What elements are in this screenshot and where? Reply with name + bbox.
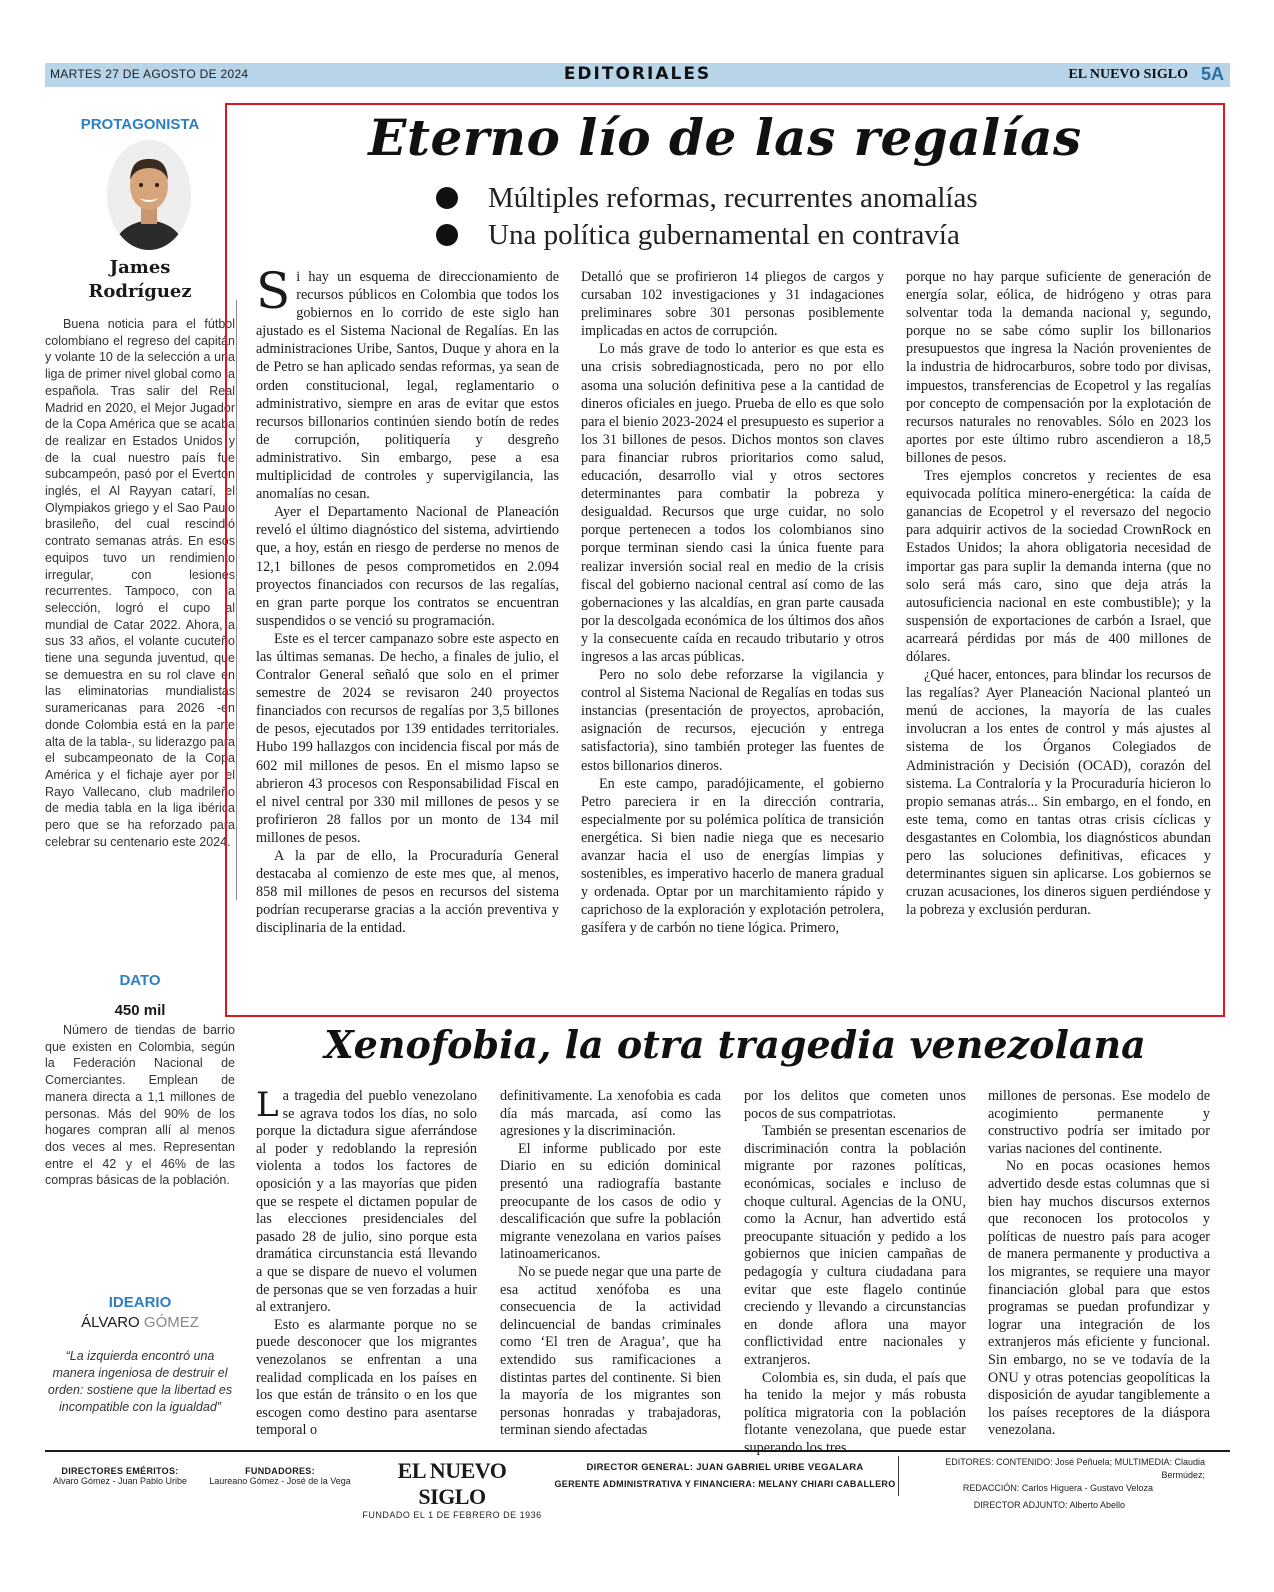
editorial-subtitle-2 — [436, 219, 960, 252]
section-title: EDITORIALES — [563, 64, 712, 84]
editorial1-column-3 — [906, 268, 1211, 919]
editorial2-column-3 — [744, 1088, 966, 1457]
footer-directores — [45, 1466, 195, 1486]
subtitle-text: Múltiples reformas, recurrentes anomalías — [488, 182, 978, 214]
ideario-quote: “La izquierda encontró una manera ingeniosa de destruir el orden: sostiene que la libertad es incompatible con la igualdad” — [47, 1349, 233, 1414]
paragraph — [256, 1085, 477, 1317]
paragraph: millones de personas. Ese modelo de acogimiento permanente y constructivo podría ser imitado por varias naciones del continente. — [988, 1088, 1210, 1157]
paragraph: Colombia es, sin duda, el país que ha tenido la mejor y más robusta política migratoria con la población flotante venezolana, que puede estar superando los tres — [744, 1369, 966, 1456]
footer-divider — [898, 1456, 899, 1496]
page-number: 5A — [1200, 64, 1224, 84]
name-first: James — [109, 257, 171, 278]
fundadores-names: Laureano Gómez - José de la Vega — [209, 1476, 351, 1486]
director-adjunto: DIRECTOR ADJUNTO: Alberto Abello — [973, 1500, 1125, 1510]
editorial2-column-1 — [256, 1085, 477, 1440]
paragraph: En este campo, paradójicamente, el gobierno Petro pareciera ir en la dirección contraria, especialmente por su polémica política de transición energética. Si bien nadie niega que es necesario avanzar hacia el uso de energías limpias y sostenibles, es imperativo hacerlo de manera gradual y ordenada. Optar por un marchitamiento rápido y caprichoso de la exploración y explotación petrolera, gasífera y de carbón no tiene lógica. Primero, — [581, 775, 884, 937]
paragraph: por los delitos que cometen unos pocos de sus compatriotas. — [744, 1088, 966, 1122]
paragraph: ¿Qué hacer, entonces, para blindar los recursos de las regalías? Ayer Planeación Nacional planteó un menú de acciones, la mayoría de las cuales involucran a los entes de control y más ajustes al sistema de los Órganos Colegiados de Administración y Decisión (OCAD), corazón del sistema. La Contraloría y la Procuraduría hicieron lo propio semanas atrás... Sin embargo, en el fondo, en este tema, como en tantas otras crisis cíclicas y desgastantes en Colombia, los diagnósticos abundan pero las soluciones definitivas, eficaces y determinantes siguen sin aplicarse. Los gobiernos se cruzan acusaciones, los dineros siguen perdiéndose y la pobreza y exclusión perduran. — [906, 667, 1211, 919]
dato-text — [45, 1022, 235, 1189]
avatar — [107, 140, 191, 250]
footer-masthead — [362, 1458, 542, 1520]
paragraph: definitivamente. La xenofobia es cada día más marcada, así como las agresiones y la discriminación. — [500, 1088, 721, 1140]
portrait-image — [107, 140, 191, 250]
paragraph-text: i hay un esquema de direccionamiento de recursos públicos en Colombia que todos los gobiernos en lo corrido de este siglo han ajustado es el Sistema Nacional de Regalías. En las administraciones Uribe, Santos, Duque y ahora en la de Petro se han aplicado sendas reformas, ya sean de orden constitucional, legal, reglamentario o administrativo, siempre en aras de evitar que estos recursos billonarios continúen siendo botín de redes de corrupción, politiquería y desgreño administrativo. Sin embargo, pese a esa multiplicidad de controles y supervigilancia, las anomalías no cesan. — [256, 269, 559, 503]
directores-names: Alvaro Gómez - Juan Pablo Uribe — [52, 1476, 188, 1486]
issue-date: MARTES 27 DE AGOSTO DE 2024 — [50, 67, 249, 81]
protagonista-paragraph: Buena noticia para el fútbol colombiano el regreso del capitán y volante 10 de la selección a una liga de primer nivel global como la española. Tras salir del Real Madrid en 2020, el Mejor Jugador de la Copa América que se acaba de realizar en Estados Unidos y de la cual nuestro país fue subcampeón, pasó por el Everton inglés, el Al Rayyan catarí, el Olympiakos griego y el Sao Paulo brasileño, del cual rescindió contrato semanas atrás. En esos equipos tuvo un rendimiento irregular, con lesiones recurrentes. Tampoco, con la selección, logró el cupo al mundial de Catar 2022. Ahora, a sus 33 años, el volante cucuteño tiene una segunda juventud, que se demuestra en su rol clave en las eliminatorias mundialistas suramericanas para 2026 -en donde Colombia está en la parte alta de la tabla-, su liderazgo para el subcampeonato de la Copa América y el fichaje ayer por el Rayo Vallecano, club madrileño de media tabla en la liga ibérica pero que se ha reforzado para celebrar su centenario este 2024. — [45, 317, 235, 849]
footer-rule — [45, 1450, 1230, 1452]
protagonista-name — [45, 256, 235, 304]
editorial2-column-2 — [500, 1088, 721, 1440]
author-last: GÓMEZ — [143, 1314, 199, 1331]
footer-logo: EL NUEVO SIGLO — [397, 1458, 507, 1509]
director-general: DIRECTOR GENERAL: JUAN GABRIEL URIBE VEGALARA — [586, 1462, 864, 1473]
paragraph: El informe publicado por este Diario en su edición dominical presentó una radiografía bastante preocupante de los casos de odio y descalificación que sufre la población migrante venezolana en varios países latinoamericanos. — [500, 1140, 721, 1263]
newspaper-name: EL NUEVO SIGLO — [1068, 67, 1188, 82]
paragraph: Ayer el Departamento Nacional de Planeación reveló el último diagnóstico del sistema, advirtiendo que, a hoy, están en riesgo de perderse no menos de 12,1 billones de pesos comprometidos en 2.094 proyectos financiados con recursos de las regalías, en gran parte porque los contratos se encuentran suspendidos o se venció su programación. — [256, 504, 559, 629]
paragraph: Este es el tercer campanazo sobre este aspecto en las últimas semanas. De hecho, a finales de julio, el Contralor General señaló que solo en el primer semestre de 2024 se revisaron 240 proyectos financiados con recursos de regalías por 3,5 billones de pesos, ejecutados por 139 entidades territoriales. Hubo 199 hallazgos con incidencia fiscal por más de 602 mil millones de pesos. En el mismo lapso se abrieron 43 procesos con Responsabilidad Fiscal en el nivel central por 330 mil millones de pesos y se profirieron 28 fallos por un monto de 134 mil millones de pesos. — [256, 630, 559, 846]
paragraph: Lo más grave de todo lo anterior es que esta es una crisis sobrediagnosticada, pero no por ello asoma una solución definitiva pese a la cantidad de dineros oficiales en juego. Prueba de ello es que solo para el bienio 2023-2024 el presupuesto es superior a los 31 billones de pesos. Dichos montos son claves para financiar rubros prioritarios como salud, educación, desarrollo vial y otros sectores determinantes para combatir la pobreza y desigualdad. Recursos que urge cuidar, no solo porque pertenecen a todos los colombianos sino porque terminan siendo casi la única fuente para realizar inversión social real en medio de la crisis fiscal del gobierno nacional central así como de las gobernaciones y las alcaldías, en gran parte causada por la descolgada económica de los últimos dos años y la consecuente caída en recaudo tributario y otros ingresos a las arcas públicas. — [581, 341, 884, 665]
paragraph: porque no hay parque suficiente de generación de energía solar, eólica, de hidrógeno y otras para solventar toda la demanda nacional y, segundo, porque no se sabe cómo suplir los billonarios presupuestos que ingresa la Nación provenientes de la industria de hidrocarburos, sobre todo por divisas, impuestos, transferencias de Ecopetrol y las regalías por concepto de compensación por la explotación de recursos naturales no renovables. Sólo en 2023 los aportes por este último rubro ascendieron a 18,5 billones de pesos. — [906, 269, 1211, 466]
ideario-label: IDEARIO — [108, 1294, 172, 1311]
drop-cap: S — [256, 262, 291, 320]
header-bar — [45, 63, 1230, 87]
editorial1-column-1 — [256, 262, 559, 937]
paragraph — [256, 262, 559, 503]
footer-fundadores — [205, 1466, 355, 1486]
ideario-author — [45, 1314, 235, 1331]
paragraph: Tres ejemplos concretos y recientes de esa equivocada política minero-energética: la caída de ganancias de Ecopetrol y el reversazo del negocio para adquirir activos de la sociedad CrownRock en Estados Unidos; la ahora obligatoria necesidad de importar gas para suplir la demanda interna (que no solo será más caro, sino que deja atrás la autosuficiencia nacional en este combustible); y la suspensión de exportaciones de carbón a Israel, que acarreará pérdidas por más de 400 millones de dólares. — [906, 468, 1211, 665]
paragraph: Esto es alarmante porque no se puede desconocer que los migrantes venezolanos se enfrentan a una realidad complicada en los países en los que están de tránsito o en los que escogen como destino para asentarse temporal o — [256, 1316, 477, 1439]
paragraph: A la par de ello, la Procuraduría General destacaba al comienzo de este mes que, al menos, 858 mil millones de pesos en recursos del sistema podrían recuperarse gracias a la acción preventiva y disciplinaria de la entidad. — [256, 848, 559, 937]
paragraph: Pero no solo debe reforzarse la vigilancia y control al Sistema Nacional de Regalías en todas sus instancias (presentación de proyectos, aprobación, asignación de recursos, ejecución y entrega satisfactoria), sino también proteger las fuentes de estos billonarios dineros. — [581, 667, 884, 774]
footer-editors — [905, 1456, 1205, 1512]
protagonista-text — [45, 316, 235, 851]
editorial-subtitle-1 — [436, 182, 978, 215]
editorial2-column-4 — [988, 1088, 1210, 1440]
editores: EDITORES: CONTENIDO: José Peñuela; MULTIMEDIA: Claudia Bermúdez; — [945, 1457, 1205, 1480]
paragraph: Detalló que se profirieron 14 pliegos de cargos y cursaban 102 investigaciones y 31 indagaciones preliminares sobre 301 personas posiblemente implicadas en actos de corrupción. — [581, 269, 884, 340]
fundadores-label: FUNDADORES: — [245, 1466, 315, 1476]
dato-paragraph: Número de tiendas de barrio que existen en Colombia, según la Federación Nacional de Comerciantes. Emplean de manera directa a 1,1 millones de personas. Más del 90% de los hogares compran allí al menos dos veces al mes. Representan entre el 42 y el 46% de las compras básicas de la población. — [45, 1023, 235, 1188]
paragraph-text: a tragedia del pueblo venezolano se agrava todos los días, no solo porque la dictadura sigue aferrándose al poder y redoblando la represión violenta a todos los factores de oposición y a las mayorías que piden que se respete el dictamen popular de las elecciones presidenciales del pasado 28 de julio, sino porque esta dramática circunstancia está llevando a que se dispare de nuevo el volumen de personas que se ven forzadas a huir al extranjero. — [256, 1088, 477, 1316]
bullet-icon — [436, 224, 458, 246]
subtitle-text: Una política gubernamental en contravía — [488, 219, 960, 251]
bullet-icon — [436, 187, 458, 209]
editorial1-column-2 — [581, 268, 884, 937]
dato-number: 450 mil — [114, 1002, 166, 1019]
drop-cap: L — [256, 1085, 279, 1125]
paragraph: No se puede negar que una parte de esa actitud xenófoba es una consecuencia de la actividad delincuencial de bandas criminales como ‘El tren de Aragua’, que ha extendido sus ramificaciones a distintas partes del continente. Si bien la mayoría de los migrantes son personas honradas y trabajadoras, terminan siendo afectadas — [500, 1263, 721, 1439]
paragraph: No en pocas ocasiones hemos advertido desde estas columnas que si bien hay muchos discursos externos que reconocen los protocolos y políticas de nuestro país para acoger de manera permanente y productiva a los migrantes, se requiere una mayor financiación global para que estos programas se puedan profundizar y lograr una integración de los extranjeros más eficiente y funcional. Sin embargo, no se ve todavía de la ONU y otras potencias geopolíticas la disposición de ayudar tangiblemente a los países receptores de la diáspora venezolana. — [988, 1158, 1210, 1439]
editorial2-title: Xenofobia, la otra tragedia venezolana — [324, 1022, 1146, 1067]
paragraph: También se presentan escenarios de discriminación contra la población migrante por razones políticas, económicas, sociales e incluso de choque cultural. Agencias de la ONU, como la Acnur, han advertido está preocupante situación y pedido a los gobiernos que inicien campañas de pedagogía y cultura ciudadana para evitar que este flagelo continúe creciendo y llevando a circunstancias en donde aflora una mayor conflictividad entre nacionales y extranjeros. — [744, 1123, 966, 1368]
editorial-title: Eterno lío de las regalías — [368, 108, 1082, 167]
dato-label: DATO — [119, 972, 161, 989]
gerente: GERENTE ADMINISTRATIVA Y FINANCIERA: MELANY CHIARI CABALLERO — [554, 1479, 896, 1489]
author-first: ÁLVARO — [81, 1314, 140, 1331]
protagonista-label: PROTAGONISTA — [80, 116, 200, 133]
name-last: Rodríguez — [88, 281, 192, 302]
directores-label: DIRECTORES EMÉRITOS: — [61, 1466, 179, 1476]
redaccion: REDACCIÓN: Carlos Higuera - Gustavo Veloza — [962, 1483, 1153, 1493]
footer-directors — [545, 1462, 905, 1489]
founded-date: FUNDADO EL 1 DE FEBRERO DE 1936 — [362, 1510, 542, 1520]
